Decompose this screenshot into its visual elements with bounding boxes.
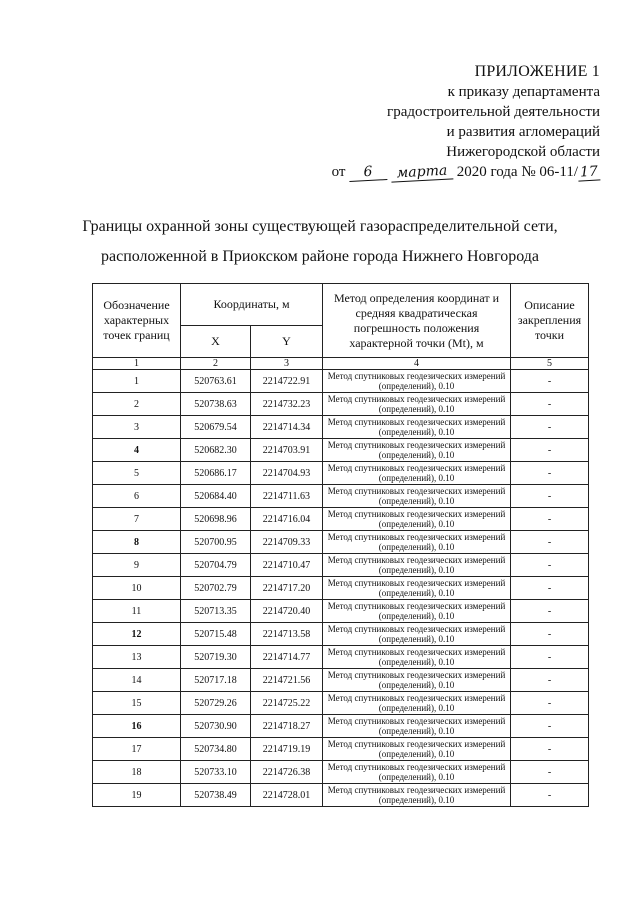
point-number: 2: [93, 393, 181, 416]
coord-y: 2214720.40: [251, 600, 323, 623]
point-description: -: [511, 761, 589, 784]
coord-y: 2214711.63: [251, 485, 323, 508]
title-line: Границы охранной зоны существующей газораспределительной сети,: [82, 218, 558, 235]
coord-y: 2214721.56: [251, 669, 323, 692]
point-number: 14: [93, 669, 181, 692]
point-number: 16: [93, 715, 181, 738]
coord-y: 2214732.23: [251, 393, 323, 416]
coord-y: 2214719.19: [251, 738, 323, 761]
coord-y: 2214713.58: [251, 623, 323, 646]
coord-y: 2214716.04: [251, 508, 323, 531]
order-year-text: 2020 года № 06-11/: [456, 164, 578, 180]
header-y: Y: [251, 326, 323, 358]
header-description: Описание закрепления точки: [511, 284, 589, 358]
table-row: [93, 692, 589, 715]
table-row: [93, 738, 589, 761]
table-row: [93, 531, 589, 554]
method-text: Метод спутниковых геодезических измерений (определений), 0.10: [323, 393, 511, 416]
point-description: -: [511, 623, 589, 646]
method-text: Метод спутниковых геодезических измерений (определений), 0.10: [323, 462, 511, 485]
point-description: -: [511, 370, 589, 393]
point-number: 7: [93, 508, 181, 531]
point-description: -: [511, 531, 589, 554]
coord-x: 520713.35: [181, 600, 251, 623]
point-description: -: [511, 508, 589, 531]
point-number: 10: [93, 577, 181, 600]
coord-x: 520719.30: [181, 646, 251, 669]
method-text: Метод спутниковых геодезических измерений (определений), 0.10: [323, 600, 511, 623]
coord-y: 2214709.33: [251, 531, 323, 554]
point-description: -: [511, 669, 589, 692]
point-number: 17: [93, 738, 181, 761]
column-index: 5: [511, 358, 589, 370]
coord-y: 2214710.47: [251, 554, 323, 577]
point-number: 9: [93, 554, 181, 577]
coord-x: 520704.79: [181, 554, 251, 577]
coord-x: 520702.79: [181, 577, 251, 600]
title-line: расположенной в Приокском районе города Нижнего Новгорода: [100, 248, 540, 265]
method-text: Метод спутниковых геодезических измерений (определений), 0.10: [323, 531, 511, 554]
coord-x: 520682.30: [181, 439, 251, 462]
method-text: Метод спутниковых геодезических измерений (определений), 0.10: [323, 439, 511, 462]
point-description: -: [511, 416, 589, 439]
point-description: -: [511, 439, 589, 462]
method-text: Метод спутниковых геодезических измерений (определений), 0.10: [323, 761, 511, 784]
method-text: Метод спутниковых геодезических измерений (определений), 0.10: [323, 669, 511, 692]
table-row: [93, 370, 589, 393]
coord-y: 2214704.93: [251, 462, 323, 485]
point-number: 6: [93, 485, 181, 508]
point-number: 19: [93, 784, 181, 807]
table-row: [93, 416, 589, 439]
column-index: 1: [93, 358, 181, 370]
point-description: -: [511, 646, 589, 669]
point-number: 12: [93, 623, 181, 646]
order-day-handwritten: 6: [349, 163, 388, 182]
point-number: 1: [93, 370, 181, 393]
point-description: -: [511, 554, 589, 577]
coord-x: 520763.61: [181, 370, 251, 393]
point-number: 18: [93, 761, 181, 784]
point-number: 3: [93, 416, 181, 439]
coord-x: 520734.80: [181, 738, 251, 761]
method-text: Метод спутниковых геодезических измерений (определений), 0.10: [323, 738, 511, 761]
header-method: Метод определения координат и средняя квадратическая погрешность положения характерной точки (Mt), м: [323, 284, 511, 358]
method-text: Метод спутниковых геодезических измерений (определений), 0.10: [323, 554, 511, 577]
order-prefix: от: [331, 164, 346, 180]
table-row: [93, 784, 589, 807]
method-text: Метод спутниковых геодезических измерений (определений), 0.10: [323, 646, 511, 669]
coord-x: 520715.48: [181, 623, 251, 646]
table-row: [93, 485, 589, 508]
coord-y: 2214717.20: [251, 577, 323, 600]
point-description: -: [511, 462, 589, 485]
method-text: Метод спутниковых геодезических измерений (определений), 0.10: [323, 692, 511, 715]
table-row: [93, 761, 589, 784]
point-number: 4: [93, 439, 181, 462]
coord-x: 520729.26: [181, 692, 251, 715]
coord-x: 520684.40: [181, 485, 251, 508]
table-row: [93, 715, 589, 738]
coord-x: 520730.90: [181, 715, 251, 738]
header-point: Обозначение характерных точек границ: [93, 284, 181, 358]
coord-x: 520733.10: [181, 761, 251, 784]
point-description: -: [511, 692, 589, 715]
coord-x: 520738.49: [181, 784, 251, 807]
point-description: -: [511, 600, 589, 623]
table-row: [93, 669, 589, 692]
header-x: X: [181, 326, 251, 358]
coord-x: 520717.18: [181, 669, 251, 692]
point-description: -: [511, 577, 589, 600]
point-description: -: [511, 393, 589, 416]
column-index: 2: [181, 358, 251, 370]
method-text: Метод спутниковых геодезических измерений (определений), 0.10: [323, 485, 511, 508]
point-description: -: [511, 784, 589, 807]
method-text: Метод спутниковых геодезических измерений (определений), 0.10: [323, 370, 511, 393]
point-number: 5: [93, 462, 181, 485]
table-row: [93, 554, 589, 577]
point-number: 11: [93, 600, 181, 623]
appendix-line: градостроительной деятельности: [387, 104, 600, 120]
coord-x: 520679.54: [181, 416, 251, 439]
coord-y: 2214714.77: [251, 646, 323, 669]
point-number: 8: [93, 531, 181, 554]
document-title: [60, 212, 580, 272]
coord-x: 520738.63: [181, 393, 251, 416]
header-coords: Координаты, м: [181, 284, 323, 326]
order-month-handwritten: марта: [391, 162, 454, 182]
coord-x: 520698.96: [181, 508, 251, 531]
appendix-block: [300, 62, 600, 182]
order-line: [300, 162, 600, 182]
coord-y: 2214714.34: [251, 416, 323, 439]
column-index: 4: [323, 358, 511, 370]
order-number-handwritten: 17: [578, 163, 601, 181]
column-index-row: [93, 358, 589, 370]
coord-x: 520700.95: [181, 531, 251, 554]
point-description: -: [511, 738, 589, 761]
table-row: [93, 623, 589, 646]
column-index: 3: [251, 358, 323, 370]
method-text: Метод спутниковых геодезических измерений (определений), 0.10: [323, 416, 511, 439]
appendix-line: и развития агломераций: [446, 124, 600, 140]
method-text: Метод спутниковых геодезических измерений (определений), 0.10: [323, 784, 511, 807]
method-text: Метод спутниковых геодезических измерений (определений), 0.10: [323, 577, 511, 600]
appendix-line: Нижегородской области: [446, 144, 600, 160]
coord-y: 2214703.91: [251, 439, 323, 462]
table-row: [93, 646, 589, 669]
table-row: [93, 393, 589, 416]
coord-y: 2214728.01: [251, 784, 323, 807]
point-description: -: [511, 485, 589, 508]
table-body: [93, 370, 589, 807]
table-row: [93, 462, 589, 485]
coord-y: 2214718.27: [251, 715, 323, 738]
coord-y: 2214722.91: [251, 370, 323, 393]
boundary-points-table: [92, 283, 589, 807]
table-row: [93, 508, 589, 531]
method-text: Метод спутниковых геодезических измерений (определений), 0.10: [323, 508, 511, 531]
table-row: [93, 439, 589, 462]
table-row: [93, 577, 589, 600]
coord-x: 520686.17: [181, 462, 251, 485]
method-text: Метод спутниковых геодезических измерений (определений), 0.10: [323, 623, 511, 646]
point-number: 13: [93, 646, 181, 669]
point-number: 15: [93, 692, 181, 715]
point-description: -: [511, 715, 589, 738]
coord-y: 2214725.22: [251, 692, 323, 715]
method-text: Метод спутниковых геодезических измерений (определений), 0.10: [323, 715, 511, 738]
table-row: [93, 600, 589, 623]
coord-y: 2214726.38: [251, 761, 323, 784]
appendix-line: к приказу департамента: [447, 84, 600, 100]
appendix-heading: ПРИЛОЖЕНИЕ 1: [474, 63, 600, 80]
